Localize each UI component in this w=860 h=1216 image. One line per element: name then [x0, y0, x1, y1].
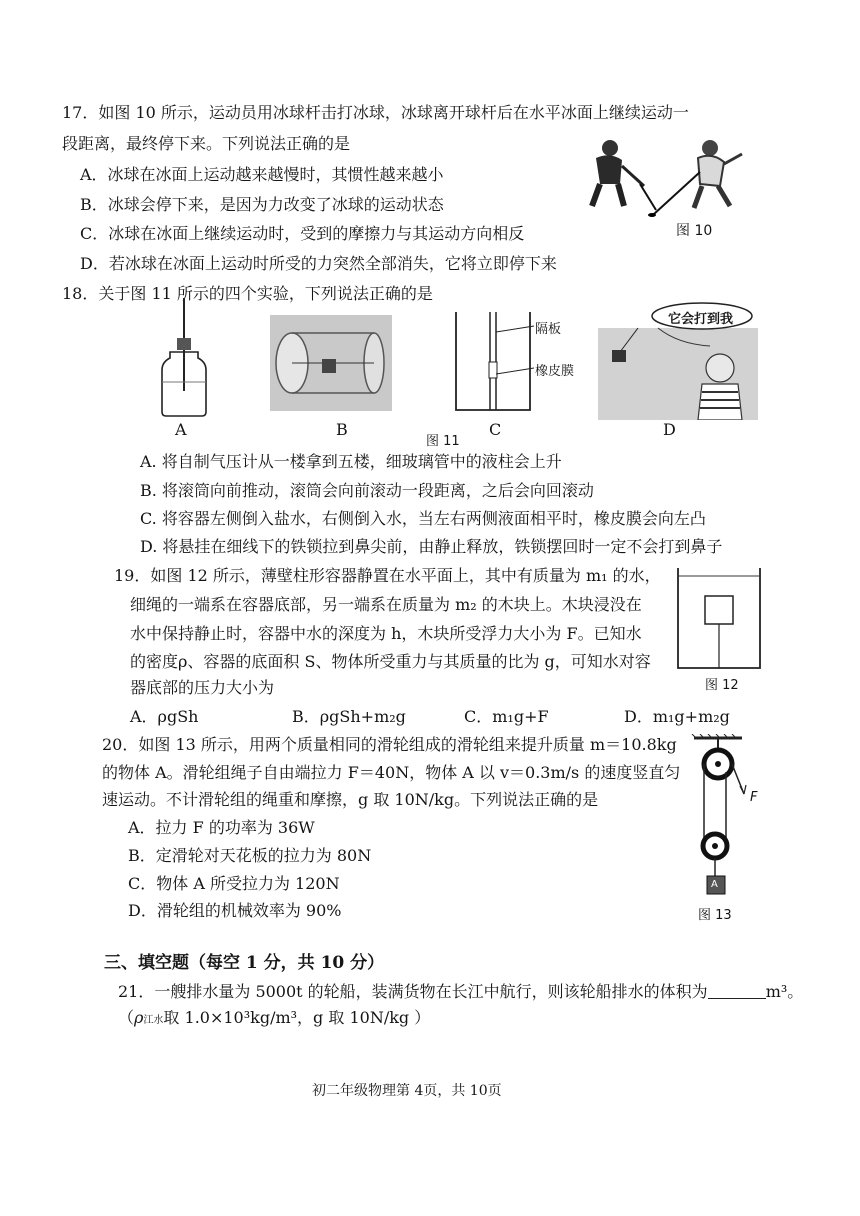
q17-option-c: C．冰球在冰面上继续运动时，受到的摩擦力与其运动方向相反 — [80, 224, 525, 243]
q21-open-paren: （ — [118, 1008, 135, 1027]
object-a-label: A — [711, 879, 718, 890]
fig13-caption: 图 13 — [698, 908, 732, 923]
answer-blank[interactable] — [708, 982, 766, 999]
q17-option-b: B．冰球会停下来，是因为力改变了冰球的运动状态 — [80, 195, 444, 214]
fig12-caption: 图 12 — [705, 678, 739, 693]
panel-b-label: B — [336, 420, 348, 439]
rho-symbol: ρ — [134, 1008, 144, 1027]
q21-unit: m³。 — [765, 982, 804, 1001]
q19-option-d: D．m₁g+m₂g — [624, 707, 730, 726]
panel-a-label: A — [175, 420, 187, 439]
force-f-label: F — [750, 790, 758, 805]
q17-stem-line1: 17．如图 10 所示，运动员用冰球杆击打冰球，冰球离开球杆后在水平冰面上继续运动一 — [62, 103, 689, 122]
pulley-system-figure — [690, 734, 760, 906]
q18-option-a: A. 将自制气压计从一楼拿到五楼，细玻璃管中的液柱会上升 — [140, 452, 562, 471]
rubber-membrane-label: 橡皮膜 — [535, 364, 575, 379]
q19-line3: 水中保持静止时，容器中水的深度为 h，木块所受浮力大小为 F。已知水 — [130, 624, 642, 643]
q20-line2: 的物体 A。滑轮组绳子自由端拉力 F＝40N，物体 A 以 v＝0.3m/s 的速度竖直匀 — [102, 763, 681, 782]
page-footer: 初二年级物理第 4页，共 10页 — [312, 1083, 502, 1099]
q20-option-a: A．拉力 F 的功率为 36W — [128, 818, 315, 837]
q19-line4: 的密度ρ、容器的底面积 S、物体所受重力与其质量的比为 g，可知水对容 — [130, 652, 651, 671]
q19-option-c: C．m₁g+F — [464, 707, 549, 726]
q20-line3: 速运动。不计滑轮组的绳重和摩擦，g 取 10N/kg。下列说法正确的是 — [102, 790, 599, 809]
q21-given: 取 1.0×10³kg/m³，g 取 10N/kg ） — [163, 1008, 431, 1027]
panel-c-label: C — [489, 420, 502, 439]
container-block-figure — [676, 566, 762, 670]
q19-line5: 器底部的压力大小为 — [130, 678, 275, 697]
hockey-players-figure — [582, 136, 760, 220]
q19-line1: 19．如图 12 所示，薄壁柱形容器静置在水平面上，其中有质量为 m₁ 的水， — [114, 566, 661, 585]
q20-option-c: C．物体 A 所受拉力为 120N — [128, 874, 340, 893]
q18-option-b: B. 将滚筒向前推动，滚筒会向前滚动一段距离，之后会向回滚动 — [140, 481, 594, 500]
q19-option-b: B．ρgSh+m₂g — [292, 707, 406, 726]
panel-d-label: D — [663, 420, 676, 439]
q20-option-b: B．定滑轮对天花板的拉力为 80N — [128, 846, 372, 865]
fig11-caption: 图 11 — [426, 434, 460, 449]
q18-stem: 18．关于图 11 所示的四个实验，下列说法正确的是 — [62, 284, 433, 303]
rho-subscript: 江水 — [143, 1015, 164, 1026]
q20-option-d: D．滑轮组的机械效率为 90% — [128, 901, 342, 920]
q18-option-d: D. 将悬挂在细线下的铁锁拉到鼻尖前，由静止释放，铁锁摆回时一定不会打到鼻子 — [140, 537, 723, 556]
q21-line1 — [118, 982, 803, 1002]
q18-option-c: C. 将容器左侧倒入盐水，右侧倒入水，当左右两侧液面相平时，橡皮膜会向左凸 — [140, 509, 706, 528]
section3-heading: 三、填空题（每空 1 分，共 10 分） — [104, 953, 385, 973]
q17-stem-line2: 段距离，最终停下来。下列说法正确的是 — [62, 134, 351, 153]
rolling-can-figure — [270, 315, 392, 411]
q17-option-a: A．冰球在冰面上运动越来越慢时，其惯性越来越小 — [80, 165, 444, 184]
barometer-figure — [160, 296, 210, 418]
partition-label: 隔板 — [535, 322, 562, 337]
q21-line2 — [118, 1008, 430, 1031]
q17-option-d: D．若冰球在冰面上运动时所受的力突然全部消失，它将立即停下来 — [80, 254, 557, 273]
q20-line1: 20．如图 13 所示，用两个质量相同的滑轮组成的滑轮组来提升质量 m＝10.8kg — [102, 735, 677, 754]
q19-option-a: A．ρgSh — [130, 707, 199, 726]
q19-line2: 细绳的一端系在容器底部，另一端系在质量为 m₂ 的木块上。木块浸没在 — [130, 595, 642, 614]
speech-bubble-text: 它会打到我 — [668, 312, 734, 327]
q21-text: 21．一艘排水量为 5000t 的轮船，装满货物在长江中航行，则该轮船排水的体积为 — [118, 982, 708, 1001]
fig10-caption: 图 10 — [676, 223, 713, 239]
